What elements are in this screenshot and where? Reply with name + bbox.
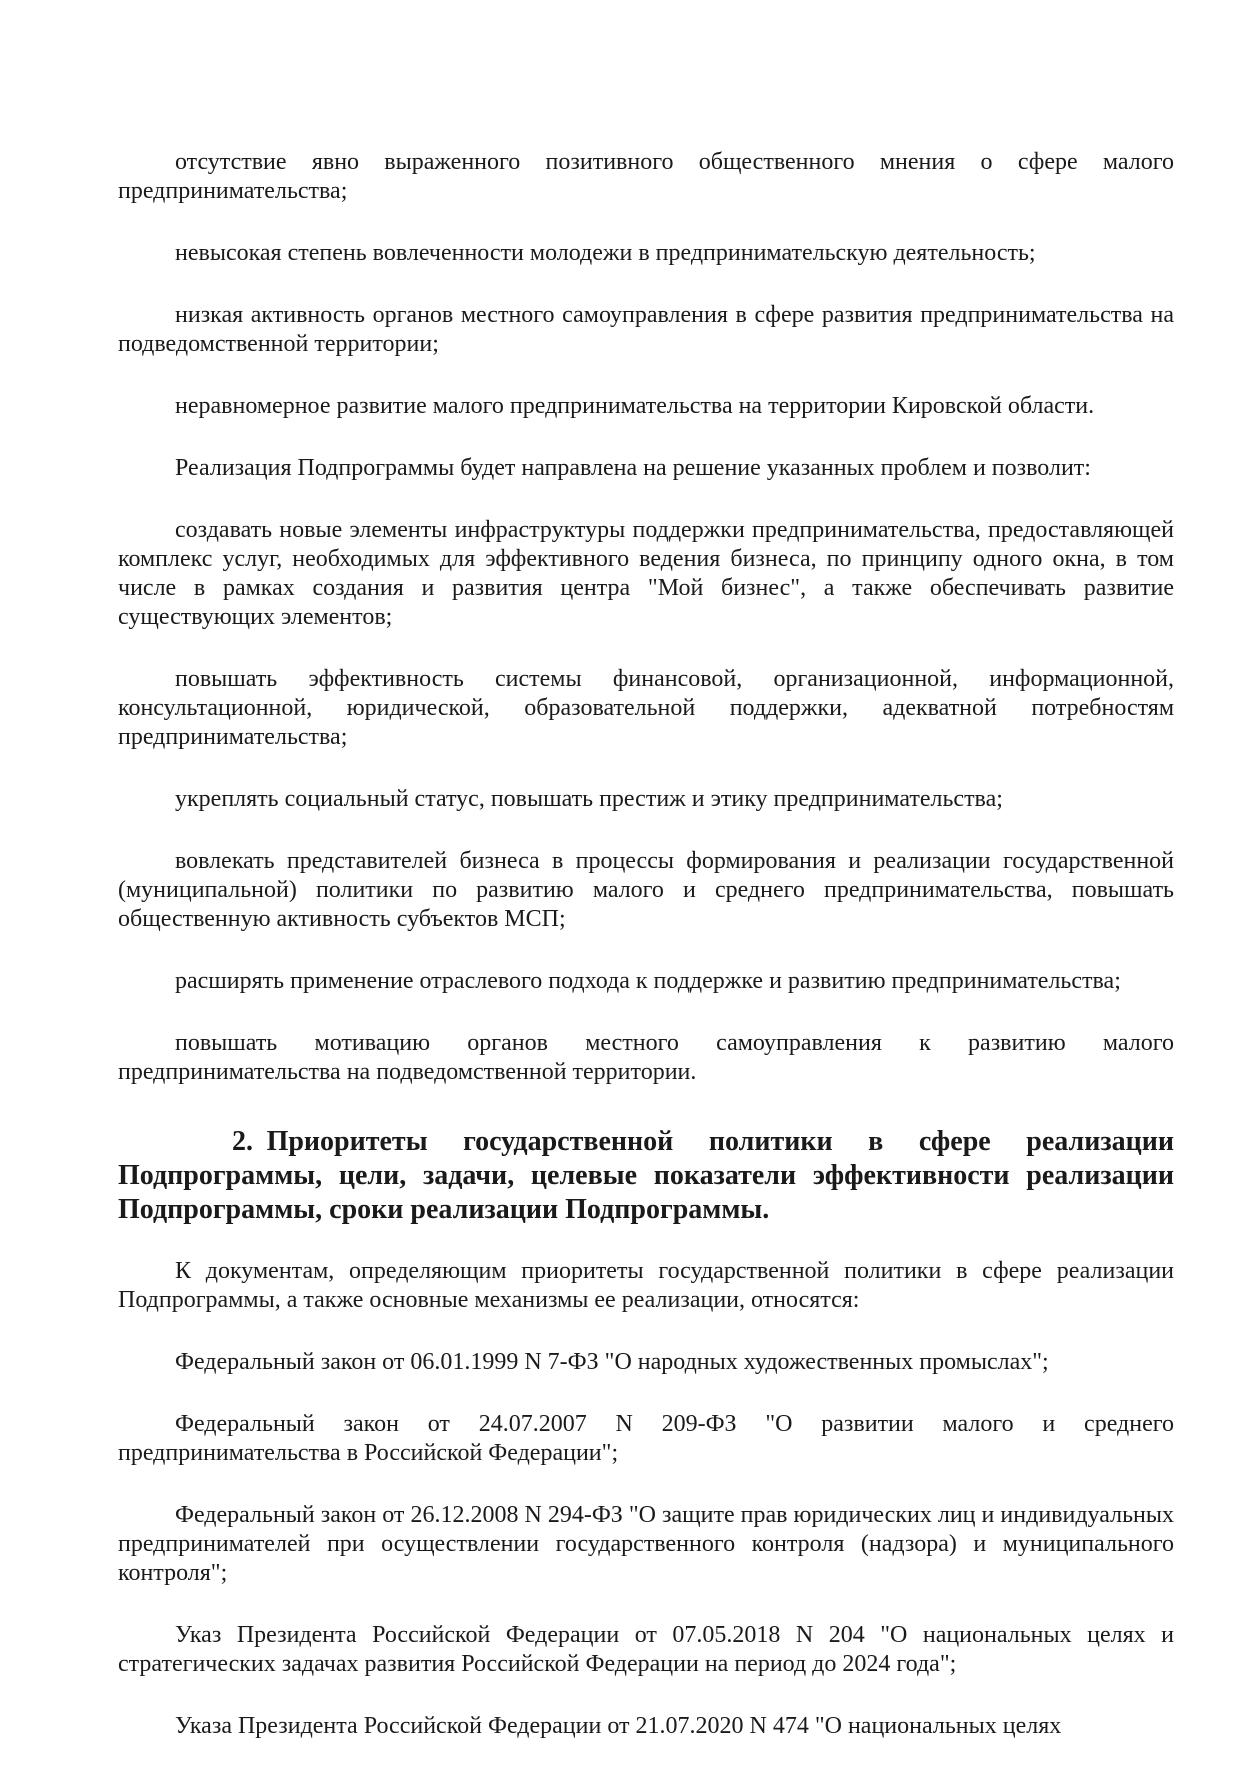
paragraph: Федеральный закон от 26.12.2008 N 294-ФЗ "О защите прав юридических лиц и индивидуальных предпринимателей при осуществлении государственного контроля (надзора) и муниципального контроля";	[118, 1502, 1174, 1586]
paragraph: К документам, определяющим приоритеты государственной политики в сфере реализации Подпрограммы, а также основные механизмы ее реализации, относятся:	[118, 1258, 1174, 1313]
section-heading	[118, 1125, 1174, 1227]
paragraph: отсутствие явно выраженного позитивного общественного мнения о сфере малого предпринимательства;	[118, 149, 1174, 204]
document-page	[118, 148, 1174, 1774]
paragraph: укреплять социальный статус, повышать престиж и этику предпринимательства;	[175, 786, 1003, 812]
paragraph: повышать мотивацию органов местного самоуправления к развитию малого предпринимательства на подведомственной территории.	[118, 1030, 1174, 1085]
paragraph: расширять применение отраслевого подхода к поддержке и развитию предпринимательства;	[175, 968, 1121, 994]
paragraph: вовлекать представителей бизнеса в процессы формирования и реализации государственной (муниципальной) политики по развитию малого и среднего предпринимательства, повышать общественную активность субъектов МСП;	[118, 848, 1174, 932]
paragraph: Указ Президента Российской Федерации от 07.05.2018 N 204 "О национальных целях и стратегических задачах развития Российской Федерации на период до 2024 года";	[118, 1622, 1174, 1677]
paragraph: низкая активность органов местного самоуправления в сфере развития предпринимательства на подведомственной территории;	[118, 302, 1174, 357]
section-number: 2.	[232, 1126, 253, 1157]
paragraph: невысокая степень вовлеченности молодежи в предпринимательскую деятельность;	[175, 240, 1036, 266]
paragraph: Федеральный закон от 06.01.1999 N 7-ФЗ "О народных художественных промыслах";	[175, 1349, 1049, 1375]
paragraph: создавать новые элементы инфраструктуры поддержки предпринимательства, предоставляющей комплекс услуг, необходимых для эффективного ведения бизнеса, по принципу одного окна, в том числе в рамках создания и развития центра "Мой бизнес", а также обеспечивать развитие существующих элементов;	[118, 517, 1174, 630]
paragraph: неравномерное развитие малого предпринимательства на территории Кировской области.	[175, 393, 1095, 419]
paragraph: Федеральный закон от 24.07.2007 N 209-ФЗ "О развитии малого и среднего предпринимательства в Российской Федерации";	[118, 1411, 1174, 1466]
paragraph: Реализация Подпрограммы будет направлена на решение указанных проблем и позволит:	[175, 455, 1091, 481]
section-title: Приоритеты государственной политики в сфере реализации Подпрограммы, цели, задачи, целевые показатели эффективности реализации Подпрограммы, сроки реализации Подпрограммы.	[118, 1126, 1175, 1225]
paragraph: Указа Президента Российской Федерации от 21.07.2020 N 474 "О национальных целях	[175, 1713, 1062, 1739]
paragraph: повышать эффективность системы финансовой, организационной, информационной, консультационной, юридической, образовательной поддержки, адекватной потребностям предпринимательства;	[118, 666, 1174, 750]
